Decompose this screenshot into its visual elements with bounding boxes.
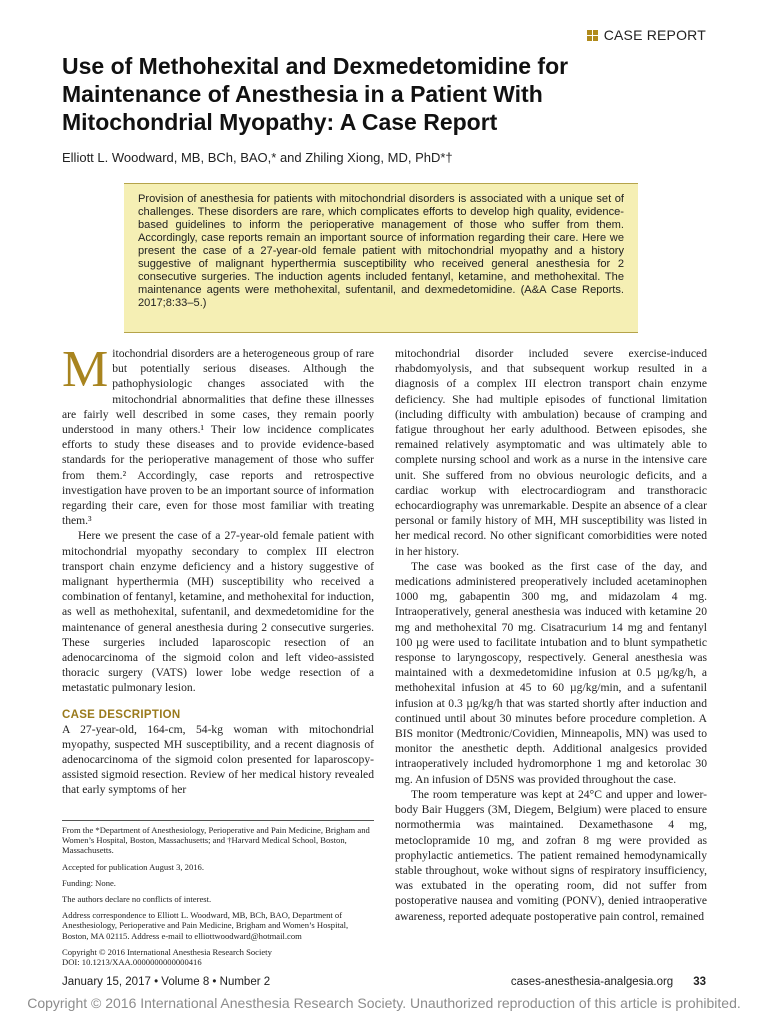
- history-paragraph: mitochondrial disorder included severe exercise-induced rhabdomyolysis, and that subsequent workup resulted in a diagnosis of a complex III electron transport chain enzyme deficiency. She had multiple episodes of functional limitation (including difficulty with ambulation) because of cramping and fatigue throughout her early adulthood. Between episodes, she remained relatively asymptomatic and was ultimately able to complete nursing school and work as a nurse in the intensive care unit. She suffered from no obvious neurologic deficits, and a cardiac workup with electrocardiogram and transthoracic echocardiography was unremarkable. Despite an absence of a clear personal or family history of MH, MH susceptibility was listed in her medical record. No other significant comorbidities were noted in her history.: [395, 347, 707, 558]
- grid-icon: [587, 30, 598, 41]
- journal-url: cases-anesthesia-analgesia.org: [510, 976, 674, 988]
- funding-statement: Funding: None.: [62, 877, 116, 888]
- right-column: [395, 346, 707, 924]
- intro-text: itochondrial disorders are a heterogeneous group of rare but potentially serious diseases. Although the pathophysiologic changes associated with the mitochondrial abnormalities that define these illnesses are fairly well described in some cases, they remain poorly understood in many others.¹ Their low incidence complicates efforts to study these diseases and to provide evidence-based standards for the perioperative management of those who suffer from them.² Accordingly, case reports and retrospective investigation have proven to be an important source of information regarding their care, even for those most familiar with treating them.³: [62, 347, 374, 528]
- abstract-box: Provision of anesthesia for patients with mitochondrial disorders is associated with a unique set of challenges. These disorders are rare, which complicates efforts to develop high quality, evidence-based guidelines to inform the perioperative management of those who suffer from them. Accordingly, case reports remain an important source of information regarding their care. Here we present the case of a 27-year-old female patient with mitochondrial myopathy and a history suggestive of malignant hyperthermia susceptibility who received general anesthesia for 2 consecutive surgeries. The induction agents included fentanyl, ketamine, and methohexital. The maintenance agents were methohexital, sufentanil, and dexmedetomidine. (A&A Case Reports. 2017;8:33–5.): [124, 183, 638, 333]
- left-column: [62, 341, 374, 798]
- anesthesia-paragraph: The case was booked as the first case of the day, and medications administered preoperatively included acetaminophen 1000 mg, gabapentin 300 mg, and midazolam 4 mg. Intraoperatively, general anesthesia was induced with ketamine 20 mg and methohexital 70 mg. Cisatracurium 14 mg and fentanyl 100 µg were used to facilitate intubation and to blunt sympathetic response to laryngoscopy, respectively. General anesthesia was maintained with a dexmedetomidine infusion at 0.5 µg/kg/h, a methohexital infusion at 45 to 60 µg/kg/min, and a sufentanil infusion at 0.3 µg/kg/h that was started shortly after induction and continued until about 30 minutes before procedure completion. A BIS monitor (Medtronic/Covidien, Minneapolis, MN) was used to monitor the anesthetic depth. Additional analgesics provided intraoperatively included hydromorphone 1 mg and ketorolac 30 mg. An infusion of D5NS was provided throughout the case.: [395, 559, 707, 786]
- issue-info: January 15, 2017 • Volume 8 • Number 2: [62, 976, 271, 988]
- case-description-paragraph: A 27-year-old, 164-cm, 54-kg woman with mitochondrial myopathy, suspected MH susceptibility, and a recent diagnosis of adenocarcinoma of the sigmoid colon presented for laparoscopy-assisted sigmoid resection. Review of her medical history revealed that early symptoms of her: [62, 722, 374, 797]
- correspondence: Address correspondence to Elliott L. Woodward, MB, BCh, BAO, Department of Anesthesiology, Perioperative and Pain Medicine, Brigham and Women’s Hospital, Boston, MA 02115. Address e-mail to elliottwoodward@hotmail.com: [62, 910, 349, 941]
- copyright-line: Copyright © 2016 International Anesthesia Research Society: [62, 946, 272, 957]
- conflicts-statement: The authors declare no conflicts of interest.: [62, 894, 212, 905]
- page-number: 33: [693, 976, 706, 988]
- accepted-date: Accepted for publication August 3, 2016.: [62, 861, 205, 872]
- article-type-text: CASE REPORT: [603, 27, 706, 43]
- copyright-watermark: Copyright © 2016 International Anesthesia Research Society. Unauthorized reproduction of this article is prohibited.: [27, 995, 741, 1011]
- intro-paragraph: [62, 341, 374, 528]
- author-list: Elliott L. Woodward, MB, BCh, BAO,* and Zhiling Xiong, MD, PhD*†: [62, 150, 453, 165]
- affiliations: From the *Department of Anesthesiology, Perioperative and Pain Medicine, Brigham and Women’s Hospital, Boston, Massachusetts; and †Harvard Medical School, Boston, Massachusetts.: [62, 825, 370, 856]
- room-temperature-paragraph: The room temperature was kept at 24°C and upper and lower-body Bair Huggers (3M, Diegem, Belgium) were placed to ensure normothermia was maintained. Dexamethasone 4 mg, metoclopramide 10 mg, and zofran 8 mg were provided as prophylactic antiemetics. The patient remained hemodynamically stable throughout, woke without signs of respiratory insufficiency, was extubated in the operating room, did not suffer from postoperative nausea and vomiting (PONV), denied intraoperative awareness, reported adequate postoperative pain control, remained: [395, 787, 707, 923]
- case-summary-paragraph: Here we present the case of a 27-year-old female patient with mitochondrial myopathy secondary to complex III electron transport chain enzyme deficiency and a history suggestive of malignant hyperthermia (MH) susceptibility who received a combination of fentanyl, ketamine, and methohexital for induction, as well as methohexital, sufentanil, and dexmedetomidine for the maintenance of general anesthesia during 2 consecutive surgeries. These surgeries included laparoscopic resection of an adenocarcinoma of the sigmoid colon and left video-assisted thoracic surgery (VATS) lower lobe wedge resection of a metastatic pulmonary lesion.: [62, 529, 374, 695]
- section-heading-case-description: CASE DESCRIPTION: [62, 708, 181, 721]
- footer-right: [511, 976, 706, 988]
- article-title: Use of Methohexital and Dexmedetomidine for Maintenance of Anesthesia in a Patient With Mitochondrial Myopathy: A Case Report: [62, 53, 569, 135]
- doi: DOI: 10.1213/XAA.0000000000000416: [62, 957, 202, 968]
- article-type-label: [587, 27, 706, 43]
- drop-cap: M: [62, 341, 109, 398]
- footnotes: [62, 820, 374, 967]
